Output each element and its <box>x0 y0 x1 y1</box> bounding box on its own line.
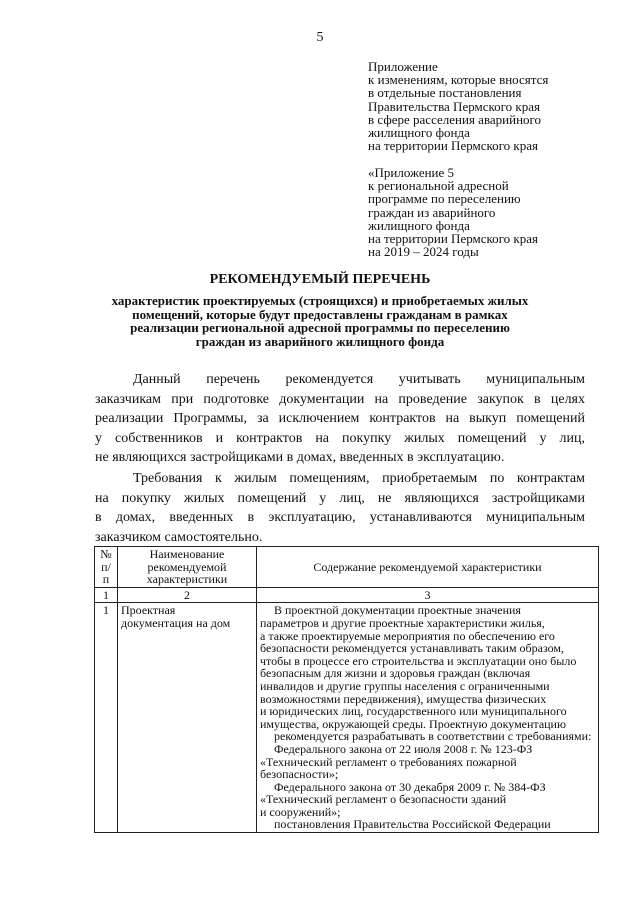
paragraph-requirements <box>95 469 585 547</box>
content-line: имущества, окружающей среды. Проектную документацию <box>260 716 566 731</box>
header-name-line: характеристики <box>146 572 228 587</box>
content-line: В проектной документации проектные значения <box>274 603 521 618</box>
content-line: «Технический регламент о требованиях пожарной <box>260 754 517 769</box>
header-num-line: № <box>100 547 112 561</box>
paragraph-line: реализации Программы, за исключением контрактов на выкуп помещений <box>95 411 585 426</box>
appendix-quote <box>368 166 618 258</box>
paragraph-intro <box>95 370 585 468</box>
row-num: 1 <box>95 603 118 833</box>
paragraph-line: Требования к жилым помещениям, приобретаемым по контрактам <box>133 471 585 486</box>
content-line: чтобы в процессе его строительства и эксплуатации оно было <box>260 653 577 668</box>
content-line: постановления Правительства Российской Федерации <box>274 817 551 832</box>
content-line: возможностями передвижения), имущества физических <box>260 691 547 706</box>
appendix-quote-line: жилищного фонда <box>368 217 470 233</box>
characteristics-table <box>94 546 599 833</box>
table-header-row <box>95 547 599 588</box>
content-line: и юридических лиц, государственного или муниципального <box>260 704 567 719</box>
header-name <box>118 547 257 588</box>
content-line: Федерального закона от 30 декабря 2009 г. № 384-ФЗ <box>274 779 546 794</box>
column-number: 3 <box>257 587 599 603</box>
row-name <box>118 603 257 833</box>
subtitle-line: характеристик проектируемых (строящихся) и приобретаемых жилых <box>111 293 529 308</box>
column-number: 2 <box>118 587 257 603</box>
subtitle-line: реализации региональной адресной программы по переселению <box>130 320 510 335</box>
content-line: «Технический регламент о безопасности зданий <box>260 792 507 807</box>
appendix-quote-line: программе по переселению <box>368 191 521 207</box>
appendix-header-line: на территории Пермского края <box>368 138 538 154</box>
appendix-header-line: к изменениям, которые вносятся <box>368 72 549 88</box>
row-content <box>257 603 599 833</box>
content-line: безопасным для жизни и здоровья граждан (включая <box>260 666 531 681</box>
header-num <box>95 547 118 588</box>
appendix-header-line: жилищного фонда <box>368 125 470 141</box>
content-line: и сооружений»; <box>260 804 341 819</box>
row-name-line: документация на дом <box>121 615 231 630</box>
appendix-quote-line: на 2019 – 2024 годы <box>368 244 479 260</box>
appendix-header-line: Правительства Пермского края <box>368 98 540 114</box>
appendix-quote-line: «Приложение 5 <box>368 165 455 180</box>
subtitle-line: помещений, которые будут предоставлены гражданам в рамках <box>132 306 508 322</box>
appendix-header <box>368 60 618 152</box>
paragraph-line: в домах, введенных в эксплуатацию, устанавливаются муниципальным <box>95 510 585 525</box>
paragraph-line: заказчикам при подготовке документации на проведение закупок в целях <box>95 391 585 407</box>
content-line: а также проектируемые мероприятия по обеспечению его <box>260 628 555 643</box>
subtitle-line: граждан из аварийного жилищного фонда <box>195 333 445 349</box>
appendix-quote-line: к региональной адресной <box>368 178 509 194</box>
column-number-row <box>95 587 599 603</box>
paragraph-line: заказчиком самостоятельно. <box>95 529 263 545</box>
page-number: 5 <box>316 30 324 45</box>
appendix-header-line: в отдельные постановления <box>368 85 522 101</box>
paragraph-line: Данный перечень рекомендуется учитывать муниципальным <box>133 372 585 387</box>
row-name-line: Проектная <box>121 603 176 618</box>
header-num-line: п/п <box>101 559 111 587</box>
document-title: РЕКОМЕНДУЕМЫЙ ПЕРЕЧЕНЬ <box>209 272 431 287</box>
content-line: Федерального закона от 22 июля 2008 г. № 123-ФЗ <box>274 741 533 756</box>
content-line: безопасности рекомендуется устанавливать таким образом, <box>260 641 565 656</box>
content-line: рекомендуется разрабатывать в соответствии с требованиями: <box>274 729 592 744</box>
appendix-quote-line: граждан из аварийного <box>368 204 496 220</box>
paragraph-line: у собственников и контрактов на покупку жилых помещений у лиц, <box>95 430 585 446</box>
paragraph-line: на покупку жилых помещений у лиц, не являющихся застройщиками <box>95 490 585 506</box>
content-line: безопасности»; <box>260 767 339 782</box>
appendix-quote-line: на территории Пермского края <box>368 231 538 247</box>
content-line: инвалидов и другие группы населения с ограниченными <box>260 678 550 693</box>
appendix-header-line: Приложение <box>368 59 438 74</box>
column-number: 1 <box>95 587 118 603</box>
header-name-line: Наименование <box>149 547 225 561</box>
appendix-header-line: в сфере расселения аварийного <box>368 111 542 127</box>
content-line: параметров и другие проектные характеристики жилья, <box>260 615 545 630</box>
paragraph-line: не являющихся застройщиками в домах, введенных в эксплуатацию. <box>95 450 505 465</box>
header-name-line: рекомендуемой <box>147 559 227 574</box>
table-row <box>95 603 599 833</box>
header-content: Содержание рекомендуемой характеристики <box>257 547 599 588</box>
document-subtitle <box>80 294 560 348</box>
